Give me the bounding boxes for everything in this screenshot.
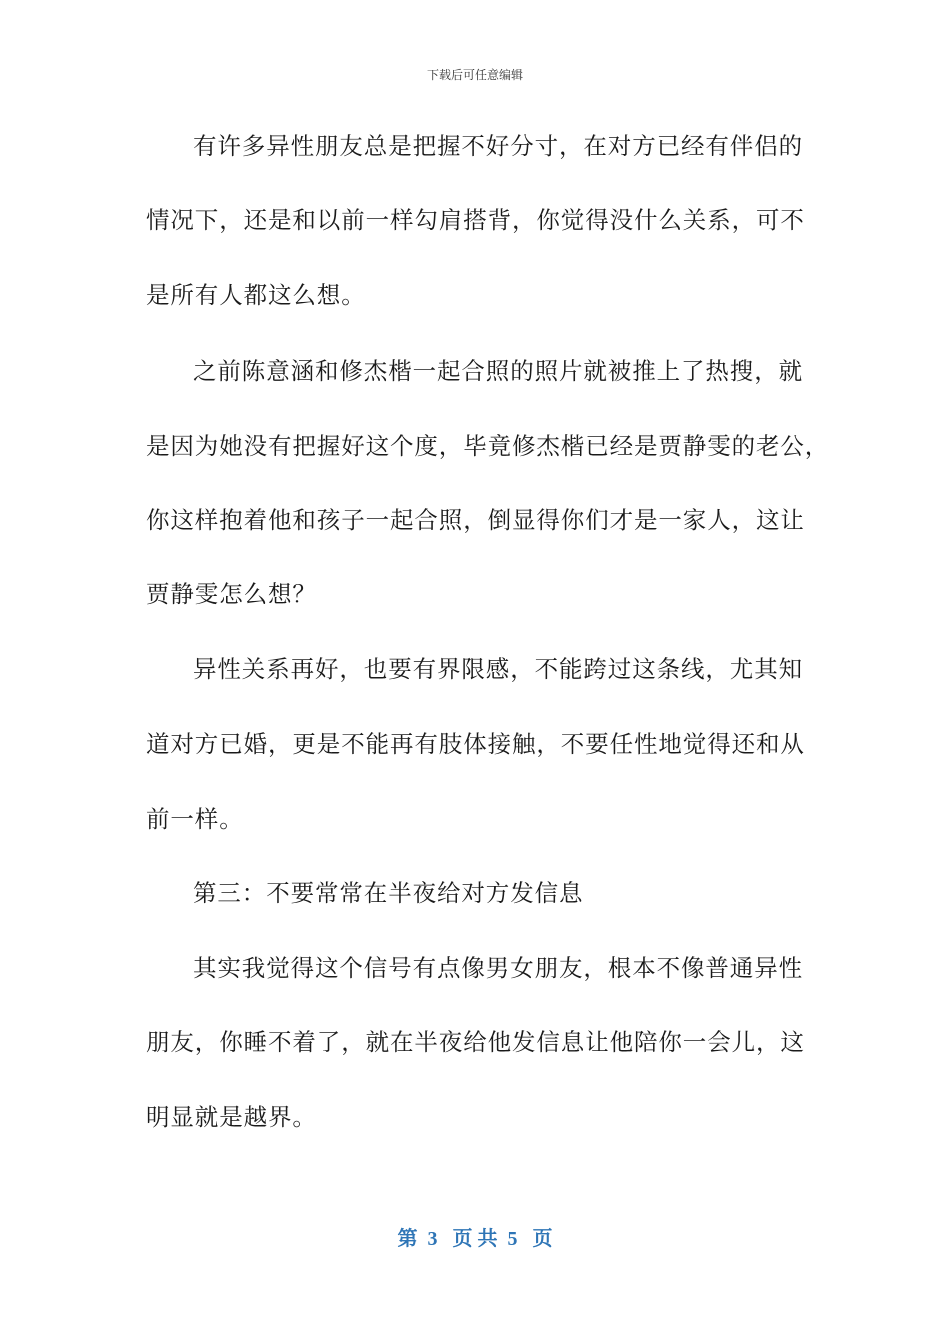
paragraph-line: 你这样抱着他和孩子一起合照，倒显得你们才是一家人，这让 [146, 506, 805, 534]
paragraph-line: 是因为她没有把握好这个度，毕竟修杰楷已经是贾静雯的老公， [146, 432, 830, 460]
paragraph-line: 之前陈意涵和修杰楷一起合照的照片就被推上了热搜，就 [193, 357, 803, 385]
paragraph-line: 贾静雯怎么想？ [146, 580, 317, 608]
section-heading: 第三：不要常常在半夜给对方发信息 [193, 879, 584, 907]
paragraph-line: 有许多异性朋友总是把握不好分寸，在对方已经有伴侣的 [193, 132, 803, 160]
page-number-footer: 第 3 页 共 5 页 [397, 1228, 553, 1250]
page-header: 下载后可任意编辑 [426, 68, 523, 82]
paragraph-line: 情况下，还是和以前一样勾肩搭背，你觉得没什么关系，可不 [146, 206, 805, 234]
paragraph-line: 异性关系再好，也要有界限感，不能跨过这条线，尤其知 [193, 655, 803, 683]
paragraph-line: 明显就是越界。 [146, 1103, 317, 1131]
paragraph-line: 是所有人都这么想。 [146, 281, 366, 309]
paragraph-line: 其实我觉得这个信号有点像男女朋友，根本不像普通异性 [193, 954, 803, 982]
paragraph-line: 前一样。 [146, 805, 244, 833]
paragraph-line: 道对方已婚，更是不能再有肢体接触，不要任性地觉得还和从 [146, 730, 805, 758]
paragraph-line: 朋友，你睡不着了，就在半夜给他发信息让他陪你一会儿，这 [146, 1028, 805, 1056]
